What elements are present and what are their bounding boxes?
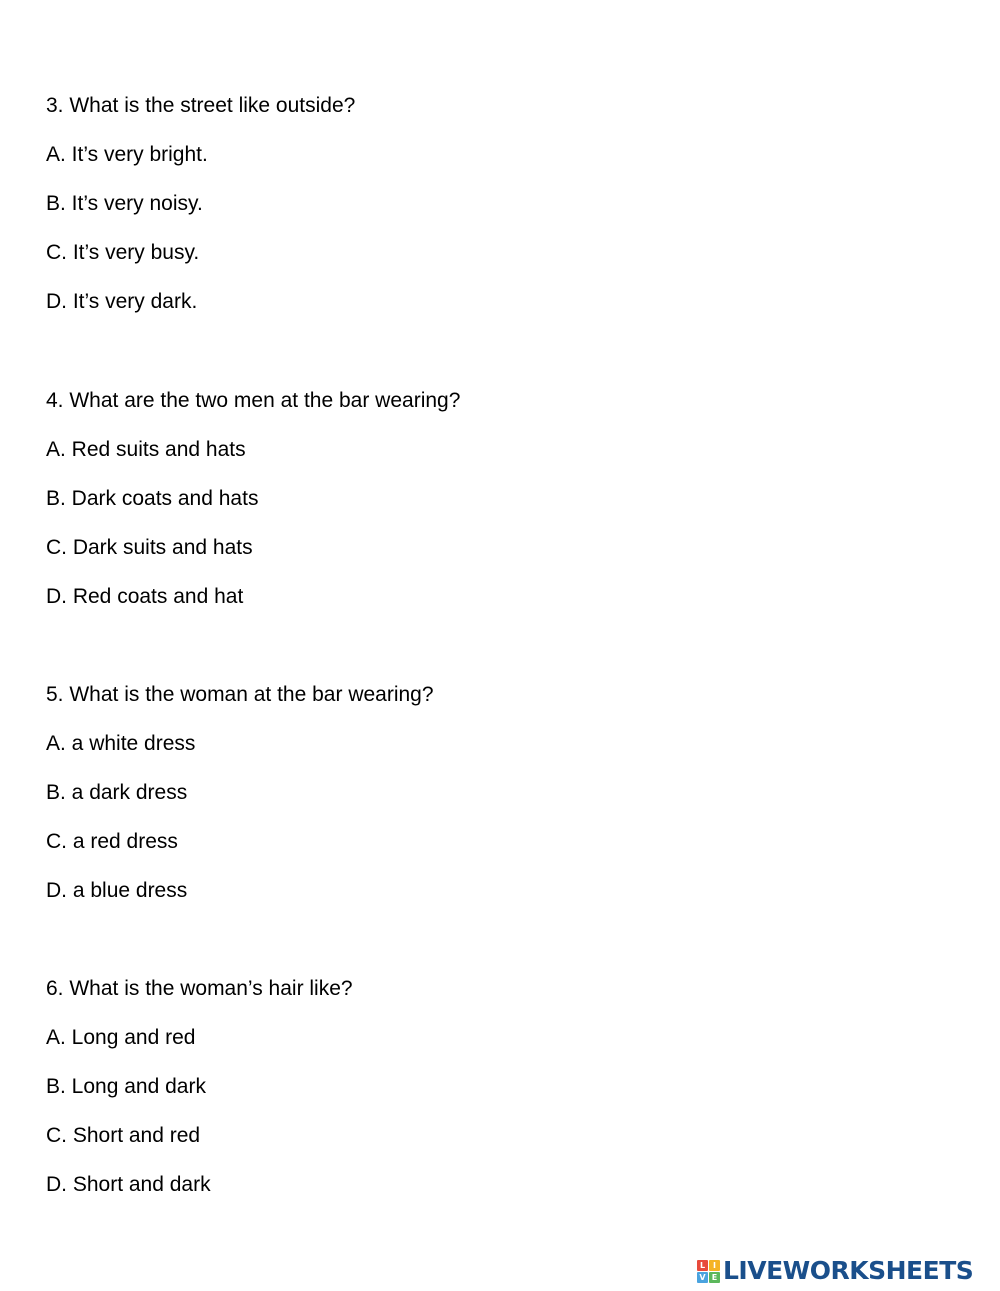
- answer-option-c[interactable]: C. It’s very busy.: [46, 241, 200, 264]
- logo-mark-letter: V: [697, 1272, 708, 1283]
- liveworksheets-logo: [697, 1256, 973, 1286]
- question-prompt: 4. What are the two men at the bar wearing?: [46, 389, 461, 412]
- logo-mark-letter: E: [709, 1272, 720, 1283]
- logo-text: LIVEWORKSHEETS: [723, 1256, 974, 1285]
- answer-option-a[interactable]: A. Long and red: [46, 1026, 196, 1049]
- answer-option-d[interactable]: D. It’s very dark.: [46, 290, 198, 313]
- answer-option-d[interactable]: D. a blue dress: [46, 879, 188, 902]
- answer-option-a[interactable]: A. a white dress: [46, 732, 196, 755]
- answer-option-c[interactable]: C. a red dress: [46, 830, 178, 853]
- answer-option-d[interactable]: D. Red coats and hat: [46, 585, 244, 608]
- answer-option-d[interactable]: D. Short and dark: [46, 1173, 211, 1196]
- logo-mark-icon: [697, 1260, 720, 1283]
- answer-option-c[interactable]: C. Dark suits and hats: [46, 536, 253, 559]
- question-prompt: 3. What is the street like outside?: [46, 94, 356, 117]
- answer-option-a[interactable]: A. It’s very bright.: [46, 143, 208, 166]
- answer-option-b[interactable]: B. It’s very noisy.: [46, 192, 203, 215]
- question-prompt: 6. What is the woman’s hair like?: [46, 977, 353, 1000]
- answer-option-b[interactable]: B. Dark coats and hats: [46, 487, 259, 510]
- answer-option-b[interactable]: B. a dark dress: [46, 781, 188, 804]
- question-prompt: 5. What is the woman at the bar wearing?: [46, 683, 434, 706]
- logo-mark-letter: I: [709, 1260, 720, 1271]
- answer-option-a[interactable]: A. Red suits and hats: [46, 438, 246, 461]
- logo-mark-letter: L: [697, 1260, 708, 1271]
- answer-option-b[interactable]: B. Long and dark: [46, 1075, 206, 1098]
- answer-option-c[interactable]: C. Short and red: [46, 1124, 201, 1147]
